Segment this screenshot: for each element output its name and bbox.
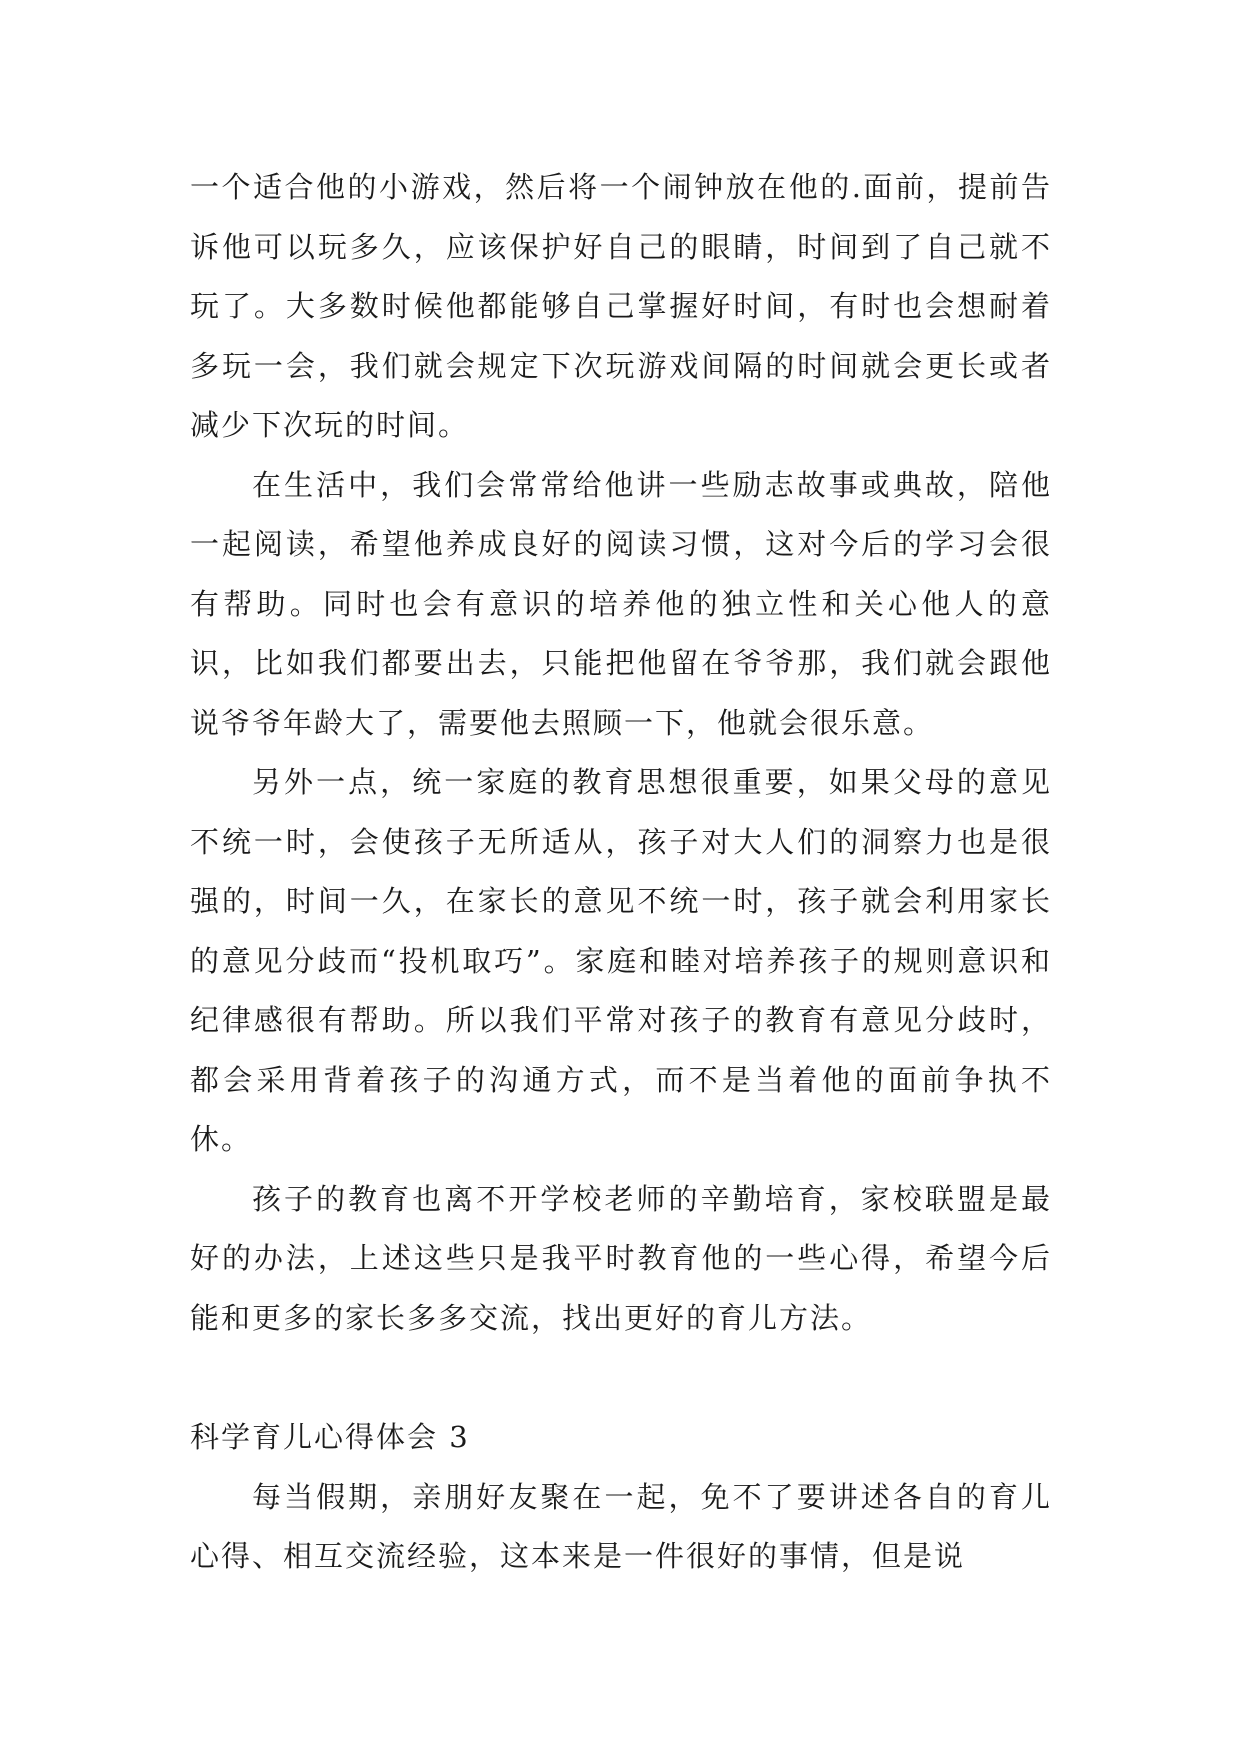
section-heading: 科学育儿心得体会 3	[190, 1420, 470, 1454]
document-page	[190, 158, 1052, 1587]
paragraph-family-consistency: 另外一点，统一家庭的教育思想很重要，如果父母的意见不统一时，会使孩子无所适从，孩子对大人们的洞察力也是很强的，时间一久，在家长的意见不统一时，孩子就会利用家长的意见分歧而“投机取巧”。家庭和睦对培养孩子的规则意识和纪律感很有帮助。所以我们平常对孩子的教育有意见分歧时，都会采用背着孩子的沟通方式，而不是当着他的面前争执不休。	[190, 765, 1052, 1156]
paragraph-school-cooperation: 孩子的教育也离不开学校老师的辛勤培育，家校联盟是最好的办法，上述这些只是我平时教育他的一些心得，希望今后能和更多的家长多多交流，找出更好的育儿方法。	[190, 1181, 1052, 1335]
section-gap	[190, 1348, 1052, 1408]
paragraph-game-time: 一个适合他的小游戏，然后将一个闹钟放在他的.面前，提前告诉他可以玩多久，应该保护好自己的眼睛，时间到了自己就不玩了。大多数时候他都能够自己掌握好时间，有时也会想耐着多玩一会，我们就会规定下次玩游戏间隔的时间就会更长或者减少下次玩的时间。	[190, 170, 1052, 442]
paragraph-reading-habits: 在生活中，我们会常常给他讲一些励志故事或典故，陪他一起阅读，希望他养成良好的阅读习惯，这对今后的学习会很有帮助。同时也会有意识的培养他的独立性和关心他人的意识，比如我们都要出去，只能把他留在爷爷那，我们就会跟他说爷爷年龄大了，需要他去照顾一下，他就会很乐意。	[190, 467, 1052, 740]
paragraph-holiday-exchange: 每当假期，亲朋好友聚在一起，免不了要讲述各自的育儿心得、相互交流经验，这本来是一件很好的事情，但是说	[190, 1479, 1052, 1573]
